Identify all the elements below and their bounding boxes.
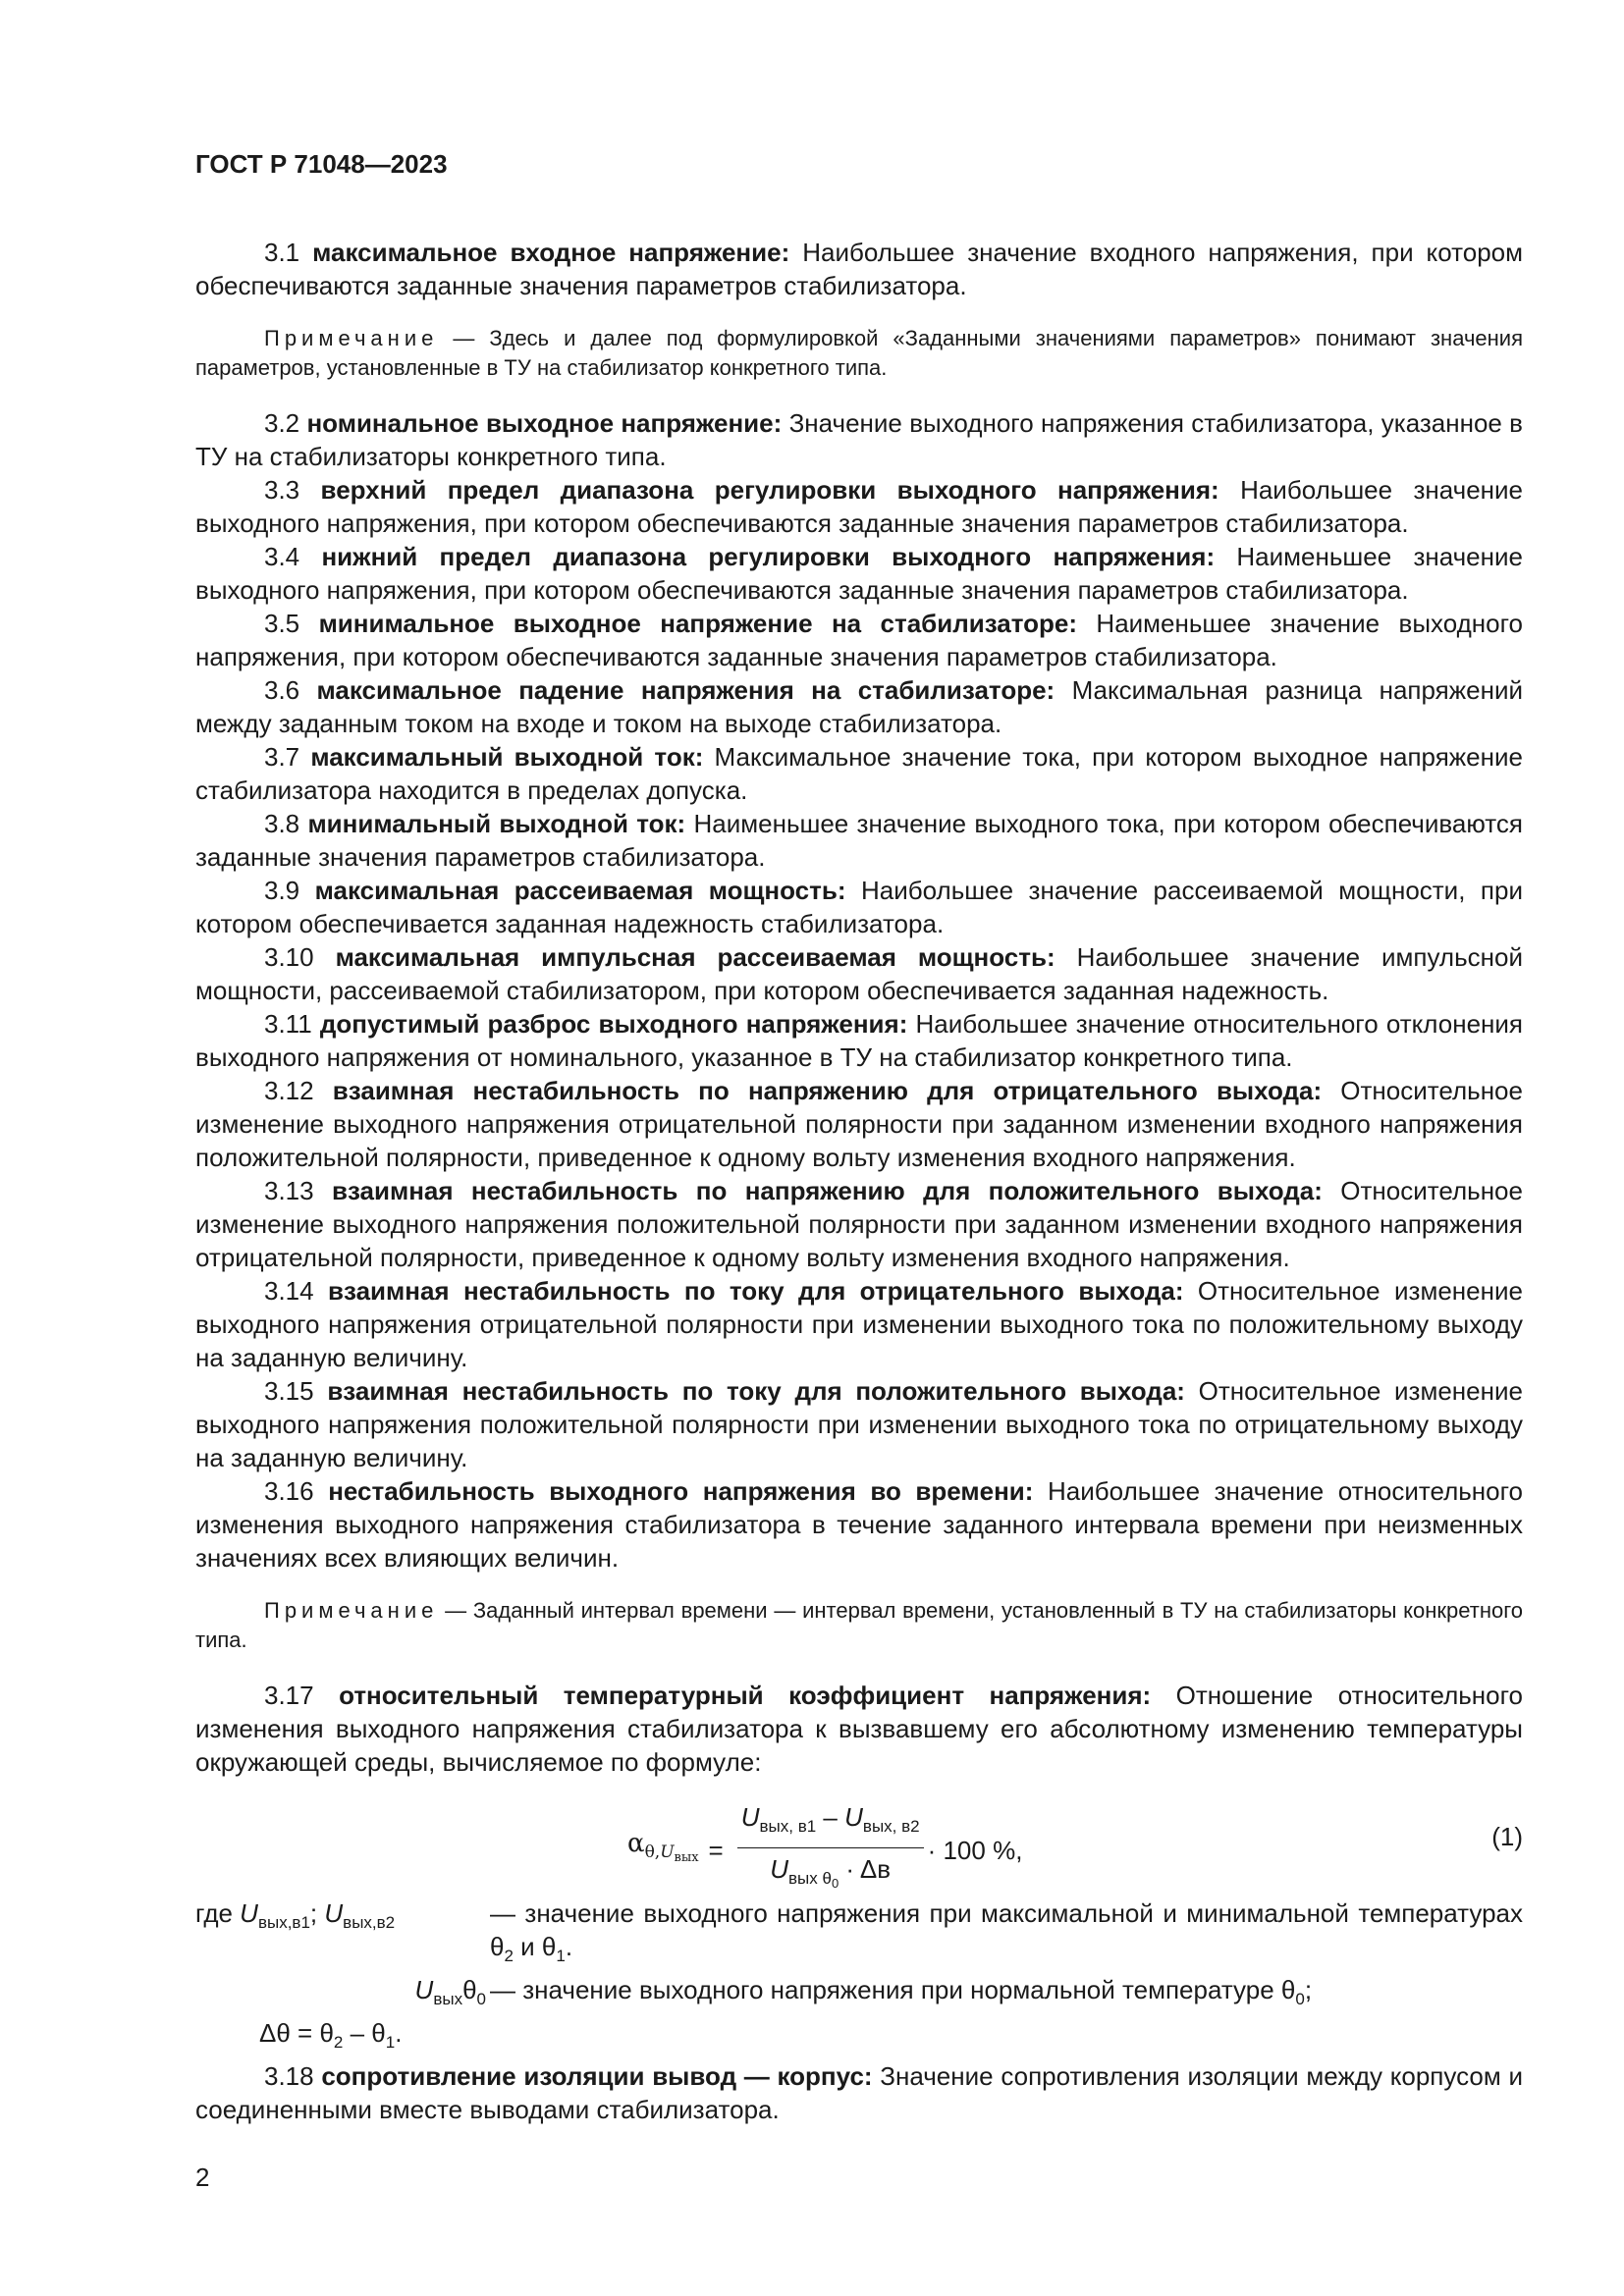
definition-term: максимальное падение напряжения на стабилизаторе: (316, 675, 1056, 705)
definition-item: 3.5 минимальное выходное напряжение на стабилизаторе: Наименьшее значение выходного напряжения, при котором обеспечиваются заданные значения параметров стабилизатора. (195, 609, 1523, 671)
formula-denominator: $U_{вых \theta_0} \cdot \Delta в$ (770, 1854, 892, 1891)
delta-theta-definition: $\Delta\theta = \theta_2 - \theta_1$. (259, 2018, 403, 2052)
definition-item: 3.16 нестабильность выходного напряжения во времени: Наибольшее значение относительного изменения выходного напряжения стабилизатора в течение заданного интервала времени при неизменных значениях всех влияющих величин. (195, 1476, 1523, 1573)
definition-term: максимальная рассеиваемая мощность: (314, 876, 846, 905)
formula-expression: $\alpha_{\theta,U_{вых}}$ = $\frac{U_{вых, в1} - U_{вых, в2}}{U_{вых \theta_0} \cdot \Delta в}$ · 100 %, (627, 1800, 1022, 1900)
legend-value: — значение выходного напряжения при максимальной и минимальной температурах $\theta_2$ и $\theta_1$. (490, 1898, 1523, 1965)
definition-term: взаимная нестабильность по напряжению для положительного выхода: (331, 1176, 1323, 1205)
definition-item: 3.13 взаимная нестабильность по напряжению для положительного выхода: Относительное изменение выходного напряжения положительной полярности при заданном изменении входного напряжения отрицательной полярности, приведенное к одному вольту изменения входного напряжения. (195, 1176, 1523, 1272)
definition-item: 3.2 номинальное выходное напряжение: Значение выходного напряжения стабилизатора, указанное в ТУ на стабилизаторы конкретного типа. (195, 408, 1523, 471)
definition-term: максимальное входное напряжение: (312, 238, 790, 267)
legend-value: — значение выходного напряжения при нормальной температуре $\theta_0$; (490, 1975, 1313, 2008)
formula-numerator: $U_{вых, в1} - U_{вых, в2}$ (737, 1800, 924, 1848)
definition-item: 3.11 допустимый разброс выходного напряжения: Наибольшее значение относительного отклонения выходного напряжения от номинального, указанное в ТУ на стабилизатор конкретного типа. (195, 1009, 1523, 1072)
definition-item: 3.1 максимальное входное напряжение: Наибольшее значение входного напряжения, при котором обеспечиваются заданные значения параметров стабилизатора. (195, 238, 1523, 300)
definition-term: взаимная нестабильность по току для отрицательного выхода: (328, 1276, 1184, 1306)
note-text: — Здесь и далее под формулировкой «Заданными значениями параметров» понимают значения параметров, установленные в ТУ на стабилизатор конкретного типа. (195, 326, 1523, 380)
note-label: Примечание (264, 326, 439, 350)
formula-multiplier: · 100 %, (927, 1836, 1023, 1865)
note-1 (195, 324, 1523, 383)
definition-item: 3.9 максимальная рассеиваемая мощность: Наибольшее значение рассеиваемой мощности, при котором обеспечивается заданная надежность стабилизатора. (195, 876, 1523, 938)
formula-lhs: $\alpha_{\theta,U_{вых}}$ (627, 1828, 699, 1865)
note-label: Примечание (264, 1598, 439, 1623)
legend-key: $U_{вых}\theta_0$ (414, 1975, 486, 2008)
definition-term: минимальный выходной ток: (307, 809, 686, 838)
definition-item: 3.3 верхний предел диапазона регулировки выходного напряжения: Наибольшее значение выходного напряжения, при котором обеспечиваются заданные значения параметров стабилизатора. (195, 475, 1523, 538)
definition-term: взаимная нестабильность по напряжению для отрицательного выхода: (332, 1076, 1323, 1105)
definition-item: 3.7 максимальный выходной ток: Максимальное значение тока, при котором выходное напряжение стабилизатора находится в пределах допуска. (195, 742, 1523, 805)
legend-key: где $U_{вых,в1}$; $U_{вых,в2}$ (195, 1898, 396, 1932)
definition-term: сопротивление изоляции вывод — корпус: (321, 2061, 873, 2091)
definition-term: взаимная нестабильность по току для положительного выхода: (327, 1376, 1185, 1406)
definition-item: 3.10 максимальная импульсная рассеиваемая мощность: Наибольшее значение импульсной мощности, рассеиваемой стабилизатором, при котором обеспечивается заданная надежность. (195, 942, 1523, 1005)
definitions-b (195, 406, 1523, 1575)
note-text: — Заданный интервал времени — интервал времени, установленный в ТУ на стабилизаторы конкретного типа. (195, 1598, 1523, 1652)
definition-term: относительный температурный коэффициент напряжения: (339, 1681, 1152, 1710)
definition-text: Наибольшее значение входного напряжения, при котором обеспечиваются заданные значения параметров стабилизатора. (195, 238, 1523, 300)
document-code-header: ГОСТ Р 71048—2023 (195, 149, 448, 179)
formula-1 (195, 1787, 1523, 1891)
formula-fraction (737, 1800, 924, 1900)
definition-term: максимальная импульсная рассеиваемая мощность: (335, 942, 1056, 972)
definition-item: 3.8 минимальный выходной ток: Наименьшее значение выходного тока, при котором обеспечиваются заданные значения параметров стабилизатора. (195, 809, 1523, 872)
definition-term: максимальный выходной ток: (310, 742, 704, 772)
definition-item: 3.6 максимальное падение напряжения на стабилизаторе: Максимальная разница напряжений между заданным током на входе и током на выходе стабилизатора. (195, 675, 1523, 738)
definitions-a (195, 236, 1523, 302)
definition-item: 3.4 нижний предел диапазона регулировки выходного напряжения: Наименьшее значение выходного напряжения, при котором обеспечиваются заданные значения параметров стабилизатора. (195, 542, 1523, 605)
definition-term: минимальное выходное напряжение на стабилизаторе: (318, 609, 1078, 638)
definition-item: 3.17 относительный температурный коэффициент напряжения: Отношение относительного изменения выходного напряжения стабилизатора к вызвавшему его абсолютному изменению температуры окружающей среды, вычисляемое по формуле: (195, 1681, 1523, 1777)
formula-legend (195, 1896, 1523, 2016)
definition-item: 3.14 взаимная нестабильность по току для отрицательного выхода: Относительное изменение выходного напряжения отрицательной полярности при изменении выходного тока по положительному выходу на заданную величину. (195, 1276, 1523, 1372)
definition-term: допустимый разброс выходного напряжения: (319, 1009, 908, 1039)
definition-item: 3.12 взаимная нестабильность по напряжению для отрицательного выхода: Относительное изменение выходного напряжения отрицательной полярности при заданном изменении входного напряжения положительной полярности, приведенное к одному вольту изменения входного напряжения. (195, 1076, 1523, 1172)
definition-term: верхний предел диапазона регулировки выходного напряжения: (320, 475, 1219, 505)
definition-item: 3.15 взаимная нестабильность по току для положительного выхода: Относительное изменение выходного напряжения положительной полярности при изменении выходного тока по отрицательному выходу на заданную величину. (195, 1376, 1523, 1472)
definition-term: номинальное выходное напряжение: (306, 408, 783, 438)
page-number: 2 (195, 2163, 210, 2192)
definition-term: нестабильность выходного напряжения во времени: (328, 1476, 1034, 1506)
formula-number: (1) (1491, 1822, 1523, 1851)
definition-item: 3.18 сопротивление изоляции вывод — корпус: Значение сопротивления изоляции между корпусом и соединенными вместе выводами стабилизатора. (195, 2061, 1523, 2124)
note-2 (195, 1596, 1523, 1655)
document-page (195, 147, 1523, 2126)
definition-term: нижний предел диапазона регулировки выходного напряжения: (321, 542, 1216, 571)
